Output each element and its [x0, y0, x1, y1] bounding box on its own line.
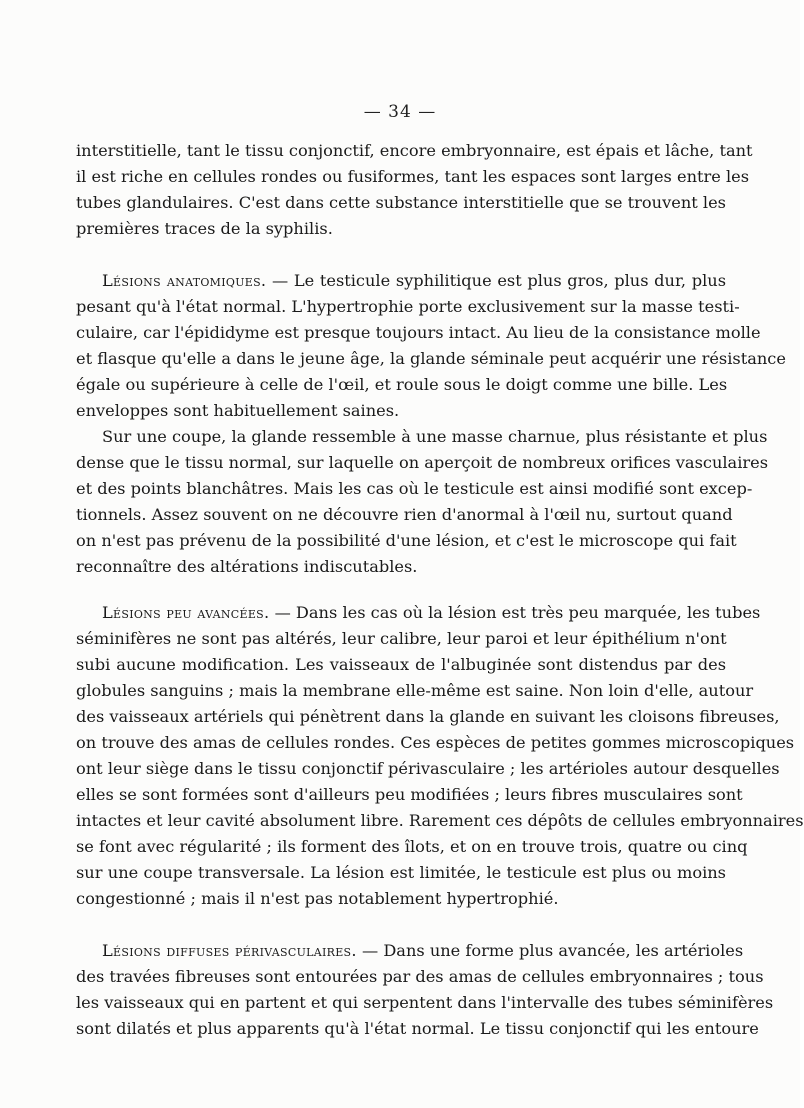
text-line: des vaisseaux artériels qui pénètrent dans la glande en suivant les cloisons fibreuses, — [76, 707, 780, 726]
text-line: les vaisseaux qui en partent et qui serpentent dans l'intervalle des tubes séminifères — [76, 993, 774, 1012]
text-line: se font avec régularité ; ils forment des îlots, et on en trouve trois, quatre ou cinq — [76, 837, 748, 856]
text-line: dense que le tissu normal, sur laquelle on aperçoit de nombreux orifices vasculaires — [76, 453, 769, 472]
text-line: subi aucune modification. Les vaisseaux de l'albuginée sont distendus par des — [76, 655, 726, 674]
page-number: — 34 — — [363, 102, 437, 122]
heading-line — [76, 938, 744, 964]
text-line: égale ou supérieure à celle de l'œil, et roule sous le doigt comme une bille. Les — [76, 375, 728, 394]
paragraph-intro — [76, 138, 753, 242]
text-line: on n'est pas prévenu de la possibilité d'une lésion, et c'est le microscope qui fait — [76, 531, 737, 550]
text-line: — Le testicule syphilitique est plus gros, plus dur, plus — [266, 271, 727, 290]
text-line: Sur une coupe, la glande ressemble à une masse charnue, plus résistante et plus — [102, 427, 768, 446]
text-line: et des points blanchâtres. Mais les cas où le testicule est ainsi modifié sont excep- — [76, 479, 753, 498]
text-line: reconnaître des altérations indiscutables. — [76, 557, 418, 576]
text-line: pesant qu'à l'état normal. L'hypertrophie porte exclusivement sur la masse testi- — [76, 297, 740, 316]
text-line: — Dans les cas où la lésion est très peu marquée, les tubes — [269, 603, 761, 622]
text-line: et flasque qu'elle a dans le jeune âge, la glande séminale peut acquérir une résistance — [76, 349, 786, 368]
text-line: sont dilatés et plus apparents qu'à l'état normal. Le tissu conjonctif qui les entoure — [76, 1019, 759, 1038]
text-line: il est riche en cellules rondes ou fusiformes, tant les espaces sont larges entre les — [76, 167, 750, 186]
text-line: globules sanguins ; mais la membrane elle-même est saine. Non loin d'elle, autour — [76, 681, 754, 700]
text-line: — Dans une forme plus avancée, les artérioles — [356, 941, 744, 960]
text-line: premières traces de la syphilis. — [76, 219, 333, 238]
section-heading: Lésions peu avancées. — [102, 603, 270, 622]
paragraph-lesions-peu-avancees — [76, 600, 804, 912]
text-line: séminifères ne sont pas altérés, leur calibre, leur paroi et leur épithélium n'ont — [76, 629, 727, 648]
text-line: elles se sont formées sont d'ailleurs peu modifiées ; leurs fibres musculaires sont — [76, 785, 743, 804]
text-line: ont leur siège dans le tissu conjonctif périvasculaire ; les artérioles autour desquelles — [76, 759, 780, 778]
text-line: enveloppes sont habituellement saines. — [76, 401, 400, 420]
heading-line — [76, 600, 761, 626]
heading-line — [76, 268, 726, 294]
text-line: culaire, car l'épididyme est presque toujours intact. Au lieu de la consistance molle — [76, 323, 761, 342]
paragraph-lesions-anatomiques — [76, 268, 786, 424]
paragraph-coupe — [76, 424, 769, 580]
text-line: congestionné ; mais il n'est pas notablement hypertrophié. — [76, 889, 559, 908]
text-line: des travées fibreuses sont entourées par des amas de cellules embryonnaires ; tous — [76, 967, 764, 986]
text-line: on trouve des amas de cellules rondes. Ces espèces de petites gommes microscopiques — [76, 733, 795, 752]
text-line: tionnels. Assez souvent on ne découvre rien d'anormal à l'œil nu, surtout quand — [76, 505, 733, 524]
text-line: tubes glandulaires. C'est dans cette substance interstitielle que se trouvent les — [76, 193, 726, 212]
section-heading: Lésions anatomiques. — [102, 271, 267, 290]
text-line: intactes et leur cavité absolument libre. Rarement ces dépôts de cellules embryonnaires — [76, 811, 804, 830]
paragraph-lesions-diffuses — [76, 938, 774, 1042]
text-line: sur une coupe transversale. La lésion est limitée, le testicule est plus ou moins — [76, 863, 726, 882]
text-line: interstitielle, tant le tissu conjonctif, encore embryonnaire, est épais et lâche, tant — [76, 141, 753, 160]
section-heading: Lésions diffuses périvasculaires. — [102, 941, 357, 960]
